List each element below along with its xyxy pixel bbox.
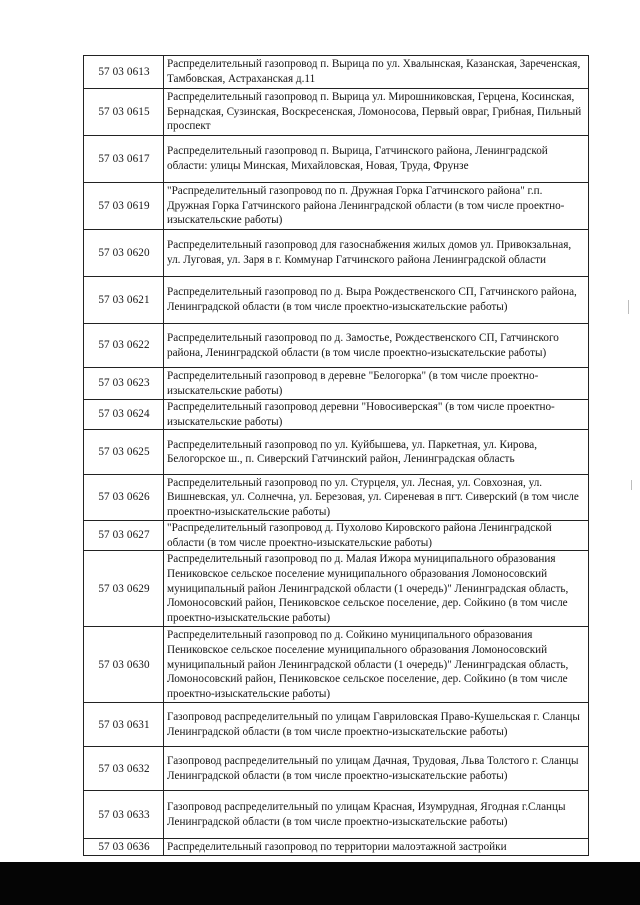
object-code: 57 03 0630: [84, 627, 164, 703]
object-description: Газопровод распределительный по улицам Дачная, Трудовая, Льва Толстого г. Сланцы Ленинградской области (в том числе проектно-изыскательские работы): [164, 747, 589, 791]
scan-mark: [628, 300, 629, 314]
table-row: [84, 551, 589, 627]
object-code: 57 03 0625: [84, 430, 164, 475]
object-code: 57 03 0619: [84, 183, 164, 230]
table-row: [84, 703, 589, 747]
object-description: Распределительный газопровод п. Вырица по ул. Хвалынская, Казанская, Зареченская, Тамбовская, Астраханская д.11: [164, 56, 589, 89]
scan-mark: [631, 480, 632, 490]
object-description: Распределительный газопровод по ул. Стурцеля, ул. Лесная, ул. Совхозная, ул. Вишневская, ул. Солнечна, ул. Березовая, ул. Сиреневая в пгт. Сиверский (в том числе проектно-изыскательские работы): [164, 475, 589, 521]
object-code: 57 03 0627: [84, 521, 164, 551]
table-row: [84, 430, 589, 475]
table-row: [84, 839, 589, 856]
table-row: [84, 475, 589, 521]
object-code: 57 03 0624: [84, 400, 164, 430]
object-description: Газопровод распределительный по улицам Гавриловская Право-Кушельская г. Сланцы Ленинградской области (в том числе проектно-изыскательские работы): [164, 703, 589, 747]
object-code: 57 03 0623: [84, 368, 164, 400]
table-row: [84, 521, 589, 551]
table-row: [84, 183, 589, 230]
registry-table: [83, 55, 589, 856]
object-description: Распределительный газопровод по д. Сойкино муниципального образования Пениковское сельское поселение муниципального образования Ломоносовский муниципальный район Ленинградской области (1 очередь)" Ленинградская область, Ломоносовский район, Пениковское сельское поселение, дер. Сойкино (в том числе проектно-изыскательские работы): [164, 627, 589, 703]
table-row: [84, 136, 589, 183]
object-description: "Распределительный газопровод по п. Дружная Горка Гатчинского района" г.п. Дружная Горка Гатчинского района Ленинградской области (в том числе проектно-изыскательские работы): [164, 183, 589, 230]
object-code: 57 03 0613: [84, 56, 164, 89]
table-row: [84, 324, 589, 368]
object-description: Распределительный газопровод по территории малоэтажной застройки: [164, 839, 589, 856]
object-description: "Распределительный газопровод д. Пухолово Кировского района Ленинградской области (в том числе проектно-изыскательские работы): [164, 521, 589, 551]
object-code: 57 03 0622: [84, 324, 164, 368]
object-description: Распределительный газопровод деревни "Новосиверская" (в том числе проектно-изыскательские работы): [164, 400, 589, 430]
object-code: 57 03 0632: [84, 747, 164, 791]
scan-border: [0, 862, 640, 905]
table-row: [84, 230, 589, 277]
object-description: Распределительный газопровод по ул. Куйбышева, ул. Паркетная, ул. Кирова, Белогорское ш., п. Сиверский Гатчинский район, Ленинградская область: [164, 430, 589, 475]
object-code: 57 03 0626: [84, 475, 164, 521]
table-row: [84, 277, 589, 324]
table-row: [84, 400, 589, 430]
object-description: Распределительный газопровод п. Вырица ул. Мирошниковская, Герцена, Косинская, Бернадская, Сузинская, Воскресенская, Ломоносова, Первый овраг, Грибная, Пильный проспект: [164, 89, 589, 136]
object-description: Распределительный газопровод по д. Выра Рождественского СП, Гатчинского района, Ленинградской области (в том числе проектно-изыскательские работы): [164, 277, 589, 324]
table-row: [84, 368, 589, 400]
table-row: [84, 627, 589, 703]
object-code: 57 03 0631: [84, 703, 164, 747]
object-code: 57 03 0621: [84, 277, 164, 324]
object-code: 57 03 0636: [84, 839, 164, 856]
object-description: Газопровод распределительный по улицам Красная, Изумрудная, Ягодная г.Сланцы Ленинградской области (в том числе проектно-изыскательские работы): [164, 791, 589, 839]
object-code: 57 03 0617: [84, 136, 164, 183]
object-code: 57 03 0629: [84, 551, 164, 627]
object-description: Распределительный газопровод по д. Малая Ижора муниципального образования Пениковское сельское поселение муниципального образования Ломоносовский муниципальный район Ленинградской области (1 очередь)" Ленинградская область, Ломоносовский район, Пениковское сельское поселение, дер. Сойкино (в том числе проектно-изыскательские работы): [164, 551, 589, 627]
table-row: [84, 791, 589, 839]
object-description: Распределительный газопровод по д. Замостье, Рождественского СП, Гатчинского района, Ленинградской области (в том числе проектно-изыскательские работы): [164, 324, 589, 368]
table-row: [84, 56, 589, 89]
object-code: 57 03 0620: [84, 230, 164, 277]
object-description: Распределительный газопровод п. Вырица, Гатчинского района, Ленинградской области: улицы Минская, Михайловская, Новая, Труда, Фрунзе: [164, 136, 589, 183]
object-description: Распределительный газопровод для газоснабжения жилых домов ул. Привокзальная, ул. Луговая, ул. Заря в г. Коммунар Гатчинского района Ленинградской области: [164, 230, 589, 277]
table-row: [84, 89, 589, 136]
object-description: Распределительный газопровод в деревне "Белогорка" (в том числе проектно-изыскательские работы): [164, 368, 589, 400]
object-code: 57 03 0633: [84, 791, 164, 839]
object-code: 57 03 0615: [84, 89, 164, 136]
table-row: [84, 747, 589, 791]
